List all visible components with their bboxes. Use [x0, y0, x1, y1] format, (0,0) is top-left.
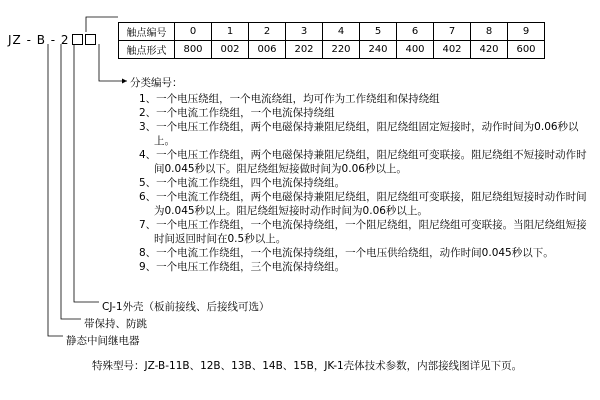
contact-table	[118, 22, 545, 59]
contact-form-9: 600	[508, 41, 545, 59]
contact-number-0: 0	[175, 23, 212, 41]
list-item: 7、一个电压工作绕组，一个电流保持绕组，一个阻尼绕组，阻尼绕组可变联接。当阻尼绕组短接时间返回时间在0.5秒以上。	[139, 219, 587, 245]
contact-number-7: 7	[434, 23, 471, 41]
contact-form-1: 002	[212, 41, 249, 59]
list-item: 2、一个电流工作绕组，一个电流保持绕组	[139, 107, 335, 119]
contact-form-7: 402	[434, 41, 471, 59]
model-code-text: JZ - B - 2	[8, 32, 70, 47]
table-row-numbers	[119, 23, 545, 41]
contact-number-8: 8	[471, 23, 508, 41]
model-box-2	[85, 34, 96, 45]
contact-form-6: 400	[397, 41, 434, 59]
row-header-number: 触点编号	[119, 23, 175, 41]
classification-label: 分类编号：	[130, 77, 183, 89]
contact-number-9: 9	[508, 23, 545, 41]
contact-number-6: 6	[397, 23, 434, 41]
footer-note: 特殊型号：JZ-B-11B、12B、13B、14B、15B，JK-1壳体技术参数，内部接线图详见下页。	[92, 360, 523, 372]
classification-list	[139, 92, 591, 274]
list-item: 5、一个电流工作绕组，四个电流保持绕组。	[139, 177, 346, 189]
contact-form-5: 240	[360, 41, 397, 59]
contact-number-4: 4	[323, 23, 360, 41]
list-item: 9、一个电压工作绕组，三个电流保持绕组。	[139, 261, 346, 273]
contact-number-2: 2	[249, 23, 286, 41]
row-header-form: 触点形式	[119, 41, 175, 59]
table-row-forms	[119, 41, 545, 59]
contact-form-8: 420	[471, 41, 508, 59]
contact-form-3: 202	[286, 41, 323, 59]
contact-number-1: 1	[212, 23, 249, 41]
list-item: 1、一个电压绕组，一个电流绕组，均可作为工作绕组和保持绕组	[139, 93, 440, 105]
model-code-line	[8, 32, 96, 47]
contact-form-2: 006	[249, 41, 286, 59]
label-guard: 带保持、防跳	[84, 318, 147, 330]
list-item: 6、一个电流工作绕组，两个电磁保持兼阻尼绕组，阻尼绕组可变联接，阻尼绕组短接时动作时间为0.045秒以上。阻尼绕组短接时动作时间为0.06秒以上。	[139, 191, 587, 217]
contact-form-4: 220	[323, 41, 360, 59]
list-item: 4、一个电压工作绕组，两个电磁保持兼阻尼绕组，阻尼绕组可变联接。阻尼绕组不短接时动作时间0.045秒以下。阻尼绕组短接做时间为0.06秒以上。	[139, 149, 587, 175]
list-item: 3、一个电压工作绕组，两个电磁保持兼阻尼绕组，阻尼绕组固定短接时，动作时间为0.06秒以上。	[139, 121, 579, 147]
list-item: 8、一个电流工作绕组，一个电流保持绕组，一个电压供给绕组，动作时间0.045秒以下。	[139, 247, 554, 259]
contact-number-5: 5	[360, 23, 397, 41]
label-relay: 静态中间继电器	[66, 335, 140, 347]
contact-number-3: 3	[286, 23, 323, 41]
model-box-1	[72, 34, 83, 45]
contact-form-0: 800	[175, 41, 212, 59]
label-case: CJ-1外壳（板前接线、后接线可选）	[102, 301, 270, 313]
